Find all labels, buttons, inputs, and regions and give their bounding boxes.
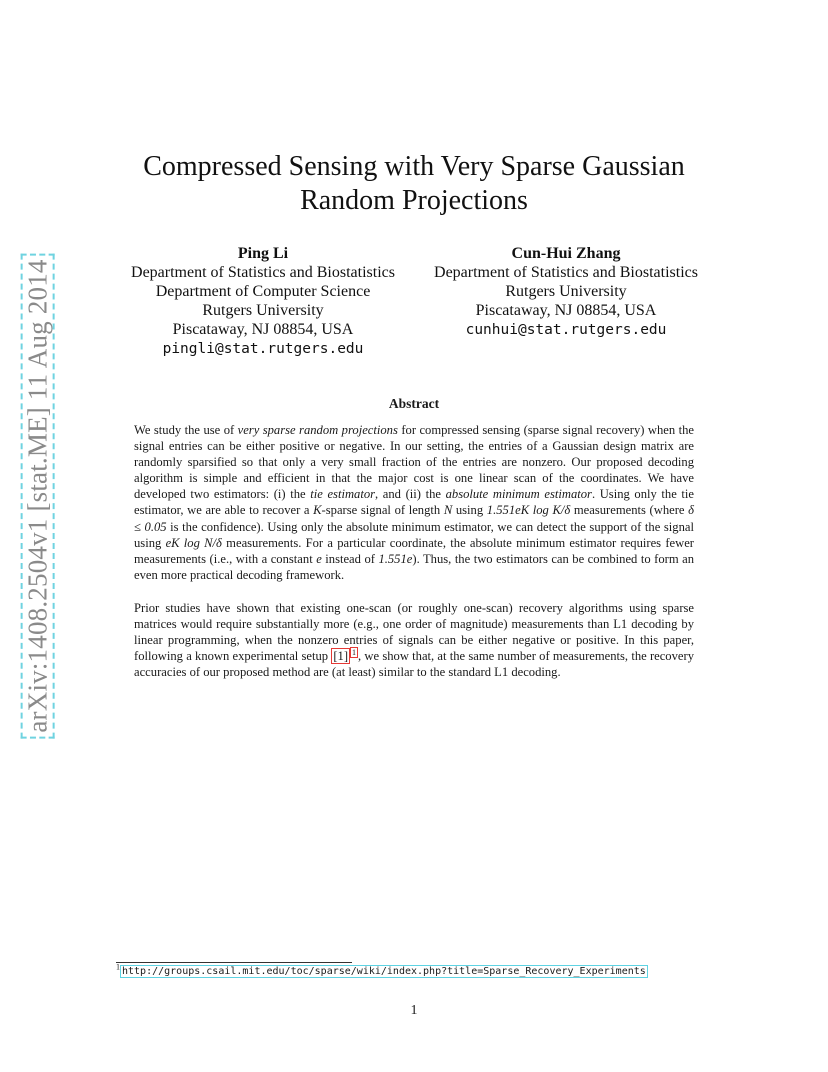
text-run: is the confidence). Using only the absolute minimum estimator, we can detect the support of the signal using [134, 519, 694, 550]
footnote-url-link[interactable]: http://groups.csail.mit.edu/toc/sparse/wiki/index.php?title=Sparse_Recovery_Experiments [122, 966, 646, 977]
author-block-1 [120, 244, 406, 359]
title-line-2: Random Projections [300, 185, 528, 216]
text-run: , we show that, at the same number of measurements, the recovery accuracies of our proposed method are (at least) similar to the standard L1 decoding. [134, 649, 694, 680]
math-run: N [443, 503, 453, 518]
author-affiliation: Rutgers University [202, 302, 324, 319]
arxiv-identifier-stamp[interactable] [18, 250, 58, 742]
math-run: e [316, 551, 322, 566]
emphasis-run: absolute minimum estimator [445, 487, 592, 502]
text-run: . Using only the tie estimator, we are able to recover a [134, 487, 694, 518]
emphasis-run: very sparse random projections [237, 423, 398, 437]
title-line-1: Compressed Sensing with Very Sparse Gaussian [143, 151, 685, 182]
author-block-2 [424, 244, 708, 340]
author-affiliation: Department of Computer Science [155, 283, 371, 300]
text-run: We study the use of [134, 423, 238, 437]
text-run: instead of [321, 551, 379, 566]
footnote [116, 962, 648, 978]
math-run: 1.551eK log K/δ [486, 503, 571, 518]
author-name: Cun-Hui Zhang [511, 245, 621, 262]
page-number: 1 [410, 1003, 418, 1018]
author-affiliation: Rutgers University [505, 283, 627, 300]
text-run: ). Thus, the two estimators can be combined to form an even more practical decoding framework. [134, 551, 694, 582]
author-affiliation: Department of Statistics and Biostatistics [131, 264, 395, 281]
author-name: Ping Li [237, 245, 289, 262]
footnote-link[interactable]: 1 [352, 648, 357, 658]
abstract-paragraph-2 [134, 600, 694, 680]
math-run: 1.551e [378, 551, 413, 566]
math-run: δ ≤ 0.05 [134, 503, 695, 534]
text-run: using [452, 503, 487, 518]
footnote-divider [116, 962, 352, 963]
abstract-heading: Abstract [388, 396, 440, 411]
text-run: -sparse signal of length [321, 503, 444, 518]
citation-link[interactable]: [1] [333, 649, 349, 664]
text-run: , and (ii) the [375, 487, 446, 502]
arxiv-identifier-text[interactable]: arXiv:1408.2504v1 [stat.ME] 11 Aug 2014 [21, 253, 55, 738]
math-run: K [313, 503, 322, 518]
emphasis-run: tie estimator [310, 487, 376, 502]
author-affiliation: Piscataway, NJ 08854, USA [172, 321, 354, 338]
footnote-mark: 1 [116, 962, 120, 972]
author-email: pingli@stat.rutgers.edu [162, 341, 364, 357]
paper-title [80, 150, 748, 218]
author-email: cunhui@stat.rutgers.edu [465, 322, 667, 338]
abstract-paragraph-1 [134, 422, 694, 583]
math-run: eK log N/δ [165, 535, 222, 550]
text-run: measurements. For a particular coordinate, the absolute minimum estimator requires fewer measurements (i.e., with a constant [134, 535, 694, 566]
author-affiliation: Piscataway, NJ 08854, USA [475, 302, 657, 319]
text-run: Prior studies have shown that existing one-scan (or roughly one-scan) recovery algorithms using sparse matrices would require substantially more (e.g., one order of magnitude) measurements than L1 decoding by linear programming, when the nonzero entries of signals can be either negative or positive. In this paper, following a known experimental setup [134, 601, 694, 664]
text-run: for compressed sensing (sparse signal recovery) when the signal entries can be either positive or negative. In our setting, the entries of a Gaussian design matrix are randomly sparsified so that only a very small fraction of the entries are nonzero. Our proposed decoding algorithm is simple and efficient in that the major cost is one linear scan of the coordinates. We have developed two estimators: (i) the [134, 423, 694, 502]
author-affiliation: Department of Statistics and Biostatistics [434, 264, 698, 281]
text-run: measurements (where [570, 503, 689, 518]
